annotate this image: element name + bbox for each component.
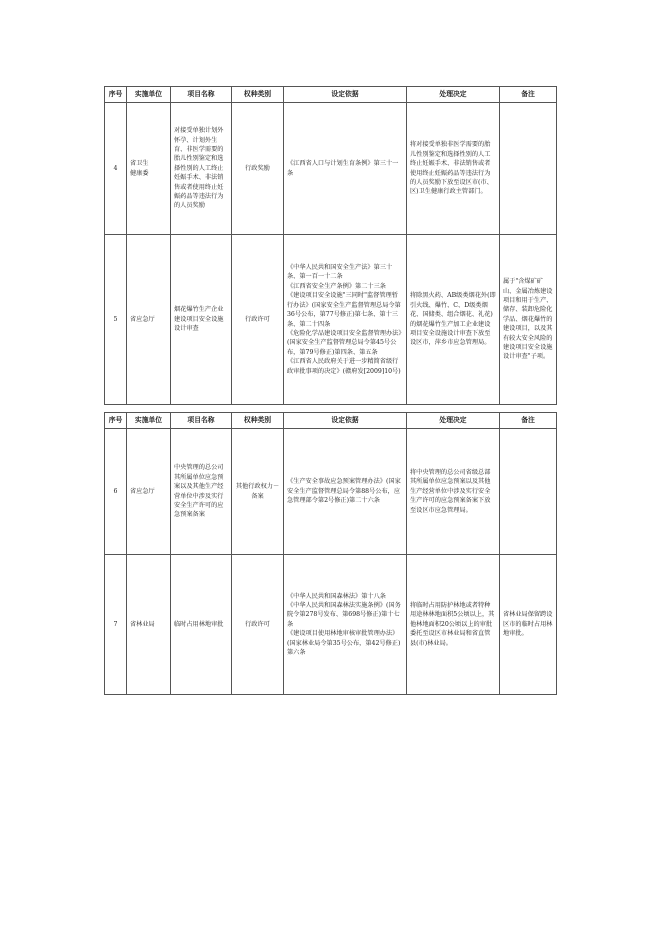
- row-unit: 省卫生 健康委: [127, 103, 171, 235]
- row-no: 7: [105, 555, 127, 695]
- row-basis: 《生产安全事故应急预案管理办法》(国家安全生产监督管理总局令第88号公布，应急管理部令第2号修正)第二十六条: [284, 429, 407, 555]
- row-type: 行政许可: [232, 235, 284, 405]
- row-note: [500, 429, 557, 555]
- header-type: 权种类别: [232, 87, 284, 103]
- row-basis: 《江西省人口与计划生育条例》第三十一条: [284, 103, 407, 235]
- header-basis: 设定依据: [284, 87, 407, 103]
- row-name: 对接受单独计划外怀孕、计划外生育、非医学需要的胎儿性别鉴定和选择性别的人工终止妊娠手术、非法销售或者使用终止妊娠药品等违法行为的人员奖励: [171, 103, 232, 235]
- row-name: 临时占用林地审批: [171, 555, 232, 695]
- header-note: 备注: [500, 87, 557, 103]
- row-decision: 将对接受单独非医学需要的胎儿性别鉴定和选择性别的人工终止妊娠手术、非法销售或者使用终止妊娠药品等违法行为的人员奖励下放至设区市(市、区)卫生健康行政主管部门。: [407, 103, 500, 235]
- row-no: 6: [105, 429, 127, 555]
- header-unit: 实施单位: [127, 87, 171, 103]
- row-basis: 《中华人民共和国安全生产法》第三十条、第一百一十二条 《江西省安全生产条例》第二十三条 《建设项目安全设施"三同时"监督管理暂行办法》(国家安全生产监督管理总局令第36号公布，第77号修正)第七条、第十三条、第二十四条 《危险化学品建设项目安全监督管理办法》(国家安全生产监督管理总局令第45号公布，第79号修正)第四条、第五条 《江西省人民政府关于进一步精简省级行政审批事项的决定》(赣府发[2009]10号): [284, 235, 407, 405]
- row-name: 中央管理的总公司其所属单位应急预案以及其他生产经营单位中涉及实行安全生产许可的应急预案备案: [171, 429, 232, 555]
- row-type: 行政奖励: [232, 103, 284, 235]
- row-note: [500, 103, 557, 235]
- row-decision: 将除黑火药、AB级类烟花外(即引火线、爆竹、C、D级类烟花、国储类、组合烟花、礼花)的烟花爆竹生产加工企业建设项目安全设施设计审查下放至设区市，萍乡市应急管理局。: [407, 235, 500, 405]
- header-unit: 实施单位: [127, 413, 171, 429]
- header-no: 序号: [105, 87, 127, 103]
- row-note: 属于"含煤矿矿山、金属冶炼建设项目和用于生产、储存、装卸危险化学品、烟花爆竹的建设项目，以及其有较大安全风险的建设项目安全设施设计审查"子项。: [500, 235, 557, 405]
- row-type: 行政许可: [232, 555, 284, 695]
- approval-table-2: [104, 412, 557, 695]
- header-decision: 处理决定: [407, 413, 500, 429]
- row-basis: 《中华人民共和国森林法》第十八条 《中华人民共和国森林法实施条例》(国务院令第278号发布、第698号修正)第十七条 《建设项目使用林地审核审批管理办法》(国家林业局令第35号公布，第42号修正)第六条: [284, 555, 407, 695]
- approval-table-1: [104, 86, 557, 405]
- row-type: 其他行政权力－备案: [232, 429, 284, 555]
- table-row: [105, 555, 557, 695]
- table-header-row: [105, 413, 557, 429]
- header-note: 备注: [500, 413, 557, 429]
- table-row: [105, 429, 557, 555]
- header-decision: 处理决定: [407, 87, 500, 103]
- header-name: 项目名称: [171, 87, 232, 103]
- header-type: 权种类别: [232, 413, 284, 429]
- row-no: 5: [105, 235, 127, 405]
- row-unit: 省林业局: [127, 555, 171, 695]
- row-unit: 省应急厅: [127, 235, 171, 405]
- row-name: 烟花爆竹生产企业建设项目安全设施设计审查: [171, 235, 232, 405]
- header-basis: 设定依据: [284, 413, 407, 429]
- row-no: 4: [105, 103, 127, 235]
- row-note: 省林业局保留跨设区市的临时占用林地审批。: [500, 555, 557, 695]
- table-row: [105, 235, 557, 405]
- row-decision: 将中央管理的总公司省级总部其所属单位应急预案以及其他生产经营单位中涉及实行安全生产许可的应急预案备案下放至设区市应急管理局。: [407, 429, 500, 555]
- header-no: 序号: [105, 413, 127, 429]
- table-row: [105, 103, 557, 235]
- row-unit: 省应急厅: [127, 429, 171, 555]
- row-decision: 将临时占用防护林地或者特种用途林林地面积5公顷以上，其他林地面积20公顷以上的审批委托至设区市林业局和省直管县(市)林业局。: [407, 555, 500, 695]
- table-header-row: [105, 87, 557, 103]
- header-name: 项目名称: [171, 413, 232, 429]
